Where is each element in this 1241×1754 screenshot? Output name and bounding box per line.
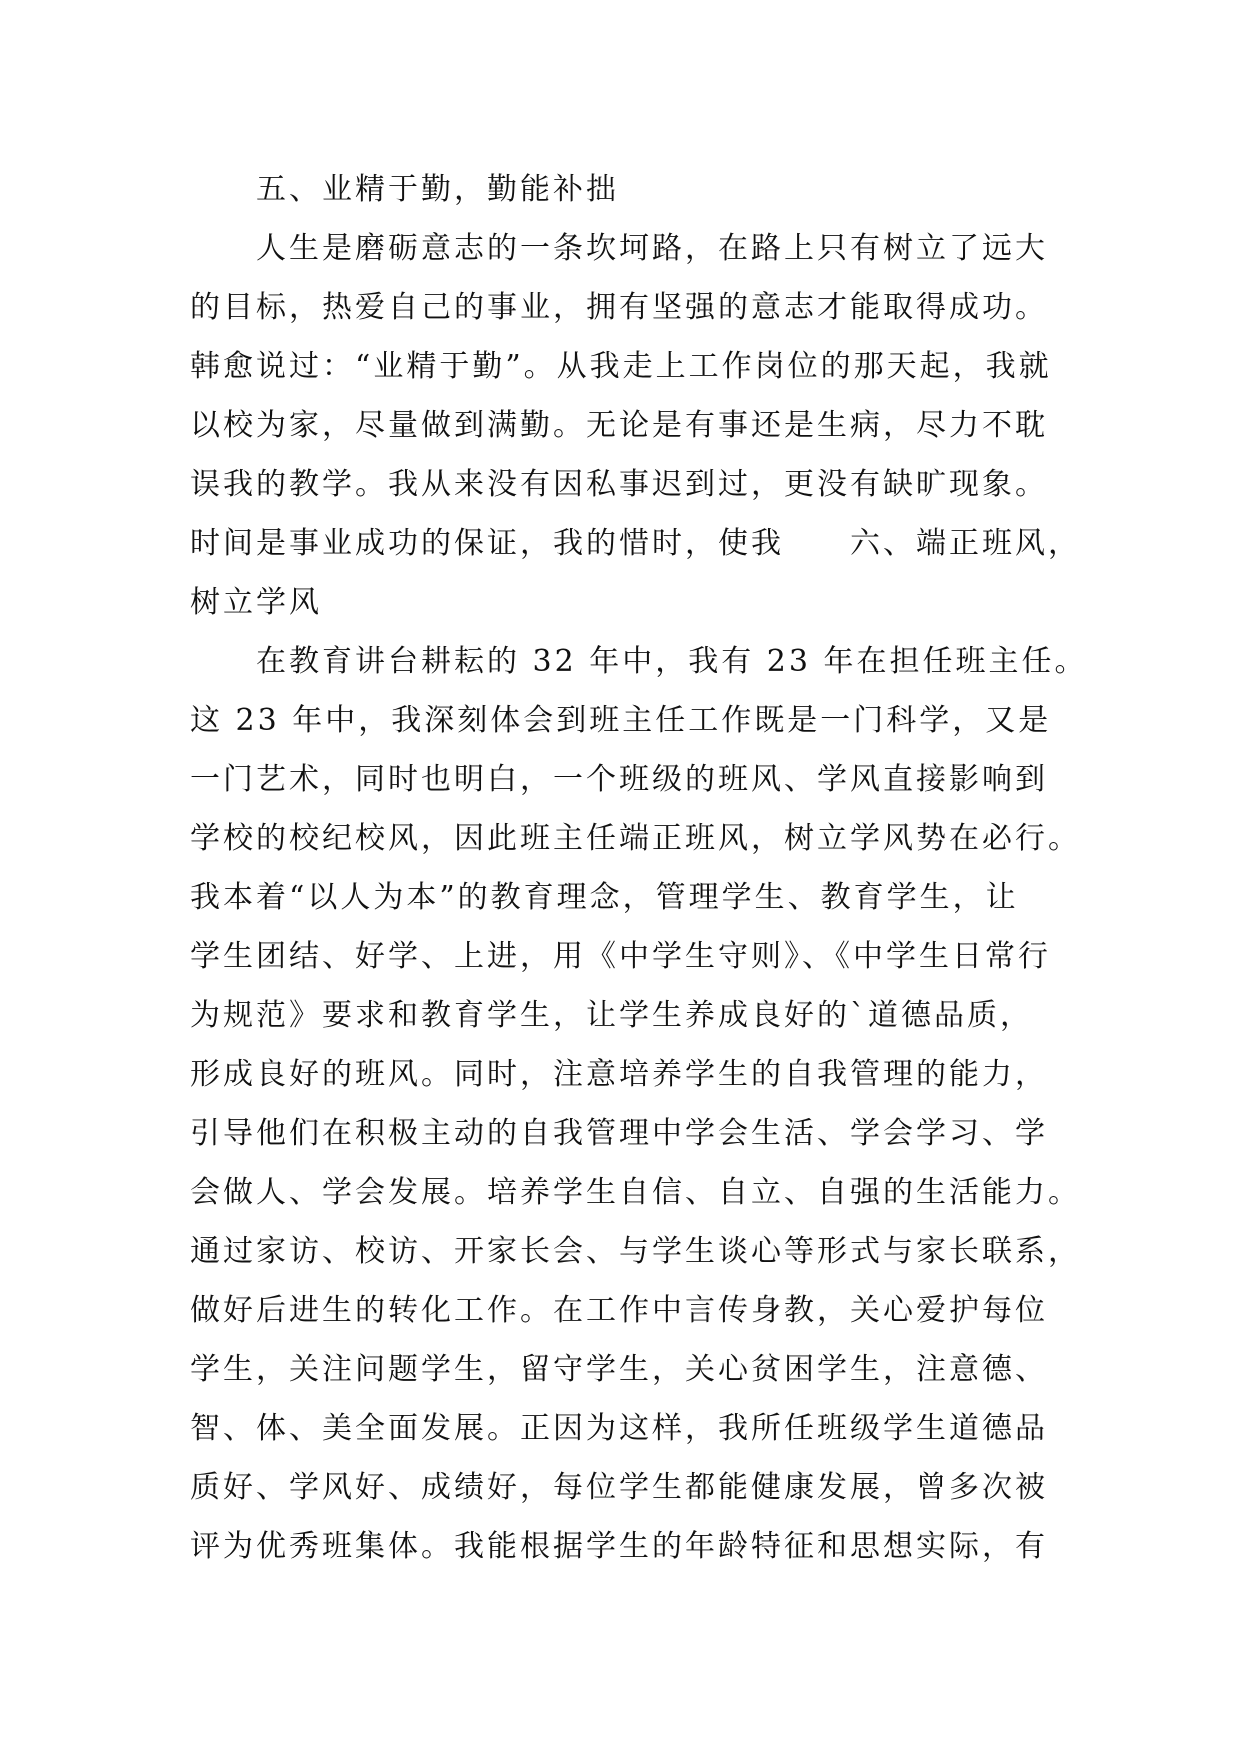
text-line: 学生团结、好学、上进，用《中学生守则》、《中学生日常行	[190, 939, 1051, 974]
text-line: 做好后进生的转化工作。在工作中言传身教，关心爱护每位	[190, 1293, 1048, 1328]
text-line: 韩愈说过：“业精于勤”。从我走上工作岗位的那天起，我就	[190, 349, 1052, 384]
text-line: 的目标，热爱自己的事业，拥有坚强的意志才能取得成功。	[190, 290, 1048, 325]
text-line: 以校为家，尽量做到满勤。无论是有事还是生病，尽力不耽	[190, 408, 1048, 443]
text-line: 误我的教学。我从来没有因私事迟到过，更没有缺旷现象。	[190, 467, 1048, 502]
text-line: 为规范》要求和教育学生，让学生养成良好的`道德品质，	[190, 998, 1033, 1033]
text-line: 树立学风	[190, 585, 322, 620]
text-line: 通过家访、校访、开家长会、与学生谈心等形式与家长联系，	[190, 1234, 1081, 1269]
text-line: 人生是磨砺意志的一条坎坷路，在路上只有树立了远大	[190, 231, 1048, 266]
text-line: 时间是事业成功的保证，我的惜时，使我 六、端正班风，	[190, 526, 1081, 561]
text-line: 会做人、学会发展。培养学生自信、自立、自强的生活能力。	[190, 1175, 1081, 1210]
text-line: 在教育讲台耕耘的 32 年中，我有 23 年在担任班主任。	[190, 644, 1088, 679]
text-line: 我本着“以人为本”的教育理念，管理学生、教育学生，让	[190, 880, 1019, 915]
text-line: 评为优秀班集体。我能根据学生的年龄特征和思想实际，有	[190, 1529, 1048, 1564]
text-line: 学校的校纪校风，因此班主任端正班风，树立学风势在必行。	[190, 821, 1081, 856]
text-line: 一门艺术，同时也明白，一个班级的班风、学风直接影响到	[190, 762, 1048, 797]
body-text	[190, 160, 1088, 1576]
text-line: 引导他们在积极主动的自我管理中学会生活、学会学习、学	[190, 1116, 1048, 1151]
text-line: 学生，关注问题学生，留守学生，关心贫困学生，注意德、	[190, 1352, 1048, 1387]
text-line: 形成良好的班风。同时，注意培养学生的自我管理的能力，	[190, 1057, 1048, 1092]
text-line: 这 23 年中，我深刻体会到班主任工作既是一门科学，又是	[190, 703, 1052, 738]
section-heading-5: 五、业精于勤，勤能补拙	[190, 172, 619, 207]
text-line: 质好、学风好、成绩好，每位学生都能健康发展，曾多次被	[190, 1470, 1048, 1505]
text-line: 智、体、美全面发展。正因为这样，我所任班级学生道德品	[190, 1411, 1048, 1446]
